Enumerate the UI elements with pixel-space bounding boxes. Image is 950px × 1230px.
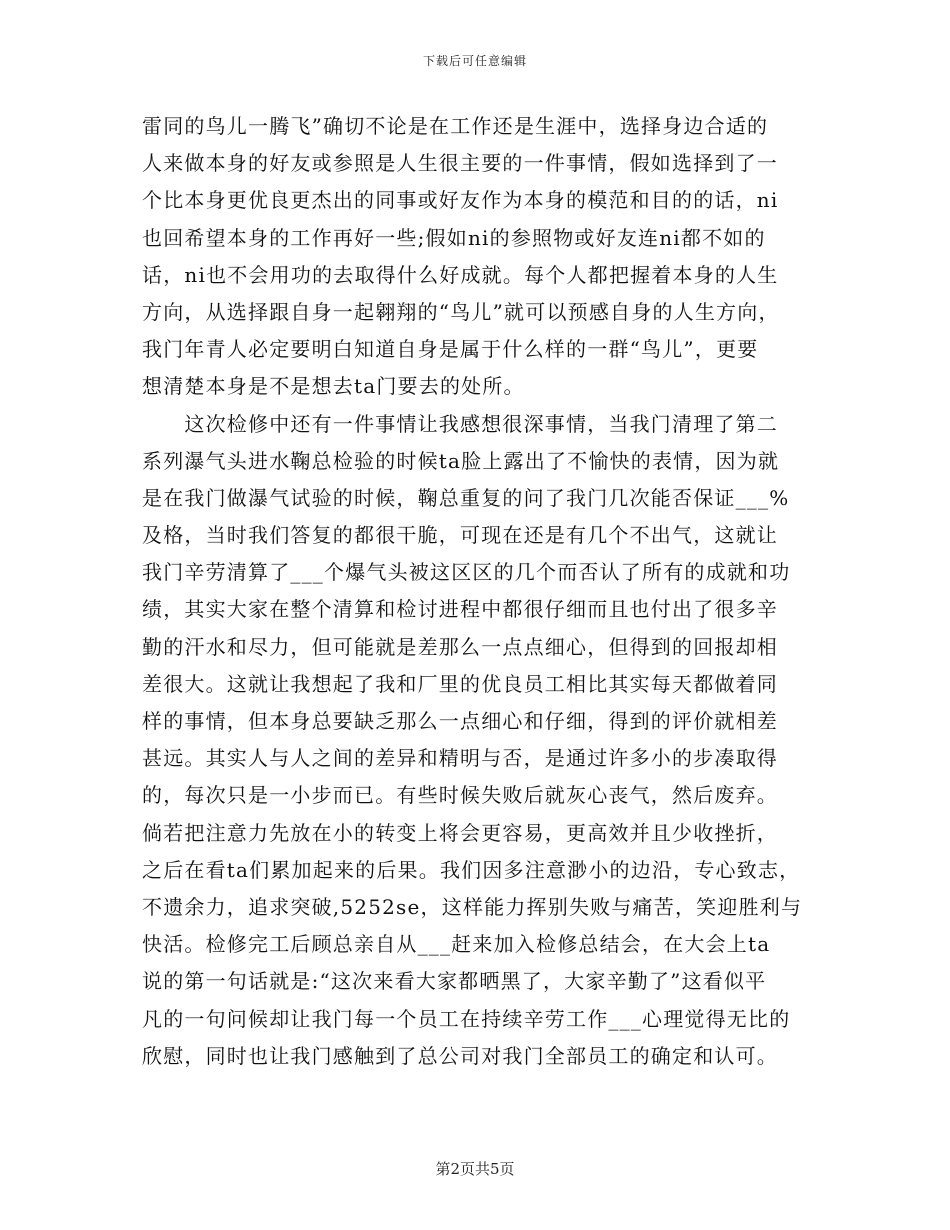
text-line: 方向，从选择跟自身一起翱翔的“鸟儿”就可以预感自身的人生方向， (142, 299, 780, 324)
text-line: 人来做本身的好友或参照是人生很主要的一件事情，假如选择到了一 (142, 151, 778, 176)
text-line: 说的第一句话就是:“这次来看大家都晒黑了，大家辛勤了”这看似平 (142, 969, 767, 994)
text-line: 我门辛劳清算了___个爆气头被这区区的几个而否认了所有的成就和功 (142, 560, 791, 585)
text-line: 的，每次只是一小步而已。有些时候失败后就灰心丧气，然后废弃。 (142, 783, 778, 808)
text-line: 及格，当时我们答复的都很干脆，可现在还是有几个不出气，这就让 (142, 523, 778, 548)
text-line: 不遗余力，追求突破,5252se，这样能力挥别失败与痛苦，笑迎胜利与 (142, 894, 803, 919)
text-line: 话，ni也不会用功的去取得什么好成就。每个人都把握着本身的人生 (142, 262, 779, 287)
text-line: 系列瀑气头进水鞠总检验的时候ta脸上露出了不愉快的表情，因为就 (142, 448, 780, 473)
text-line: 个比本身更优良更杰出的同事或好友作为本身的模范和目的的话，ni (142, 188, 779, 213)
text-line: 之后在看ta们累加起来的后果。我们因多注意渺小的边沿，专心致志， (142, 857, 801, 882)
text-line: 欣慰，同时也让我门感触到了总公司对我门全部员工的确定和认可。 (142, 1043, 778, 1068)
text-line: 雷同的鸟儿一腾飞”确切不论是在工作还是生涯中，选择身边合适的 (142, 114, 769, 138)
text-line: 这次检修中还有一件事情让我感想很深事情，当我门清理了第二 (142, 411, 778, 436)
text-line: 快活。检修完工后顾总亲自从___赶来加入检修总结会，在大会上ta (142, 932, 771, 957)
text-line: 想清楚本身是不是想去ta门要去的处所。 (142, 374, 525, 399)
text-line: 凡的一句问候却让我门每一个员工在持续辛劳工作___心理觉得无比的 (142, 1006, 791, 1031)
text-line: 我门年青人必定要明白知道自身是属于什么样的一群“鸟儿”，更要 (142, 337, 759, 362)
text-line: 也回希望本身的工作再好一些;假如ni的参照物或好友连ni都不如的 (142, 225, 766, 250)
text-line: 样的事情，但本身总要缺乏那么一点细心和仔细，得到的评价就相差 (142, 709, 778, 733)
text-line: 甚远。其实人与人之间的差异和精明与否，是通过许多小的步凑取得 (142, 746, 778, 771)
page-number: 第2页共5页 (435, 1160, 515, 1178)
document-body (142, 108, 812, 1075)
text-line: 差很大。这就让我想起了我和厂里的优良员工相比其实每天都做着同 (142, 671, 778, 696)
text-line: 是在我门做瀑气试验的时候，鞠总重复的问了我门几次能否保证___% (142, 485, 790, 510)
page-header: 下载后可任意编辑 (422, 54, 527, 68)
text-line: 绩，其实大家在整个清算和检讨进程中都很仔细而且也付出了很多辛 (142, 597, 778, 622)
text-line: 倘若把注意力先放在小的转变上将会更容易，更高效并且少收挫折， (142, 820, 778, 845)
text-line: 勤的汗水和尽力，但可能就是差那么一点点细心，但得到的回报却相 (142, 634, 778, 659)
